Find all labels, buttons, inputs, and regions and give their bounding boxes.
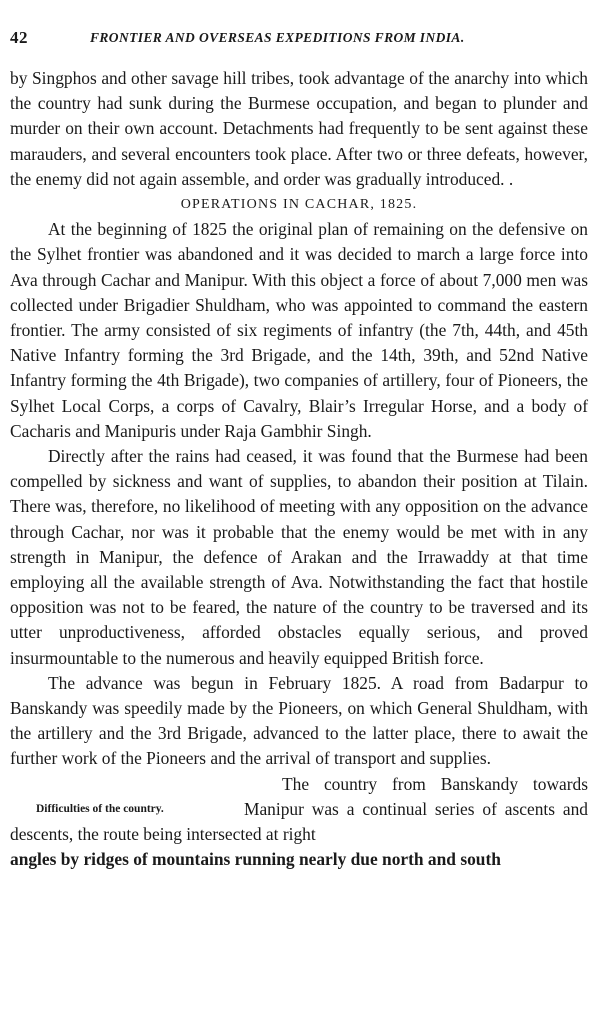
paragraph-force-composition: At the beginning of 1825 the original plan of remaining on the defensive on the Sylhet frontier was abandoned and it was decided to march a large force into Ava through Cachar and Manipur. With this object a force of about 7,000 men was collected under Brigadier Shuldham, who was appointed to command the eastern frontier. The army consisted of six regiments of infantry (the 7th, 44th, and 45th Native Infantry forming the 3rd Brigade, and the 14th, 39th, and 52nd Native Infantry forming the 4th Brigade), two companies of artillery, four of Pioneers, the Sylhet Local Corps, a corps of Cavalry, Blair’s Irregular Horse, and a body of Cacharis and Manipuris under Raja Gambhir Singh. — [10, 219, 588, 441]
page-header — [10, 28, 590, 48]
margin-note: Difficulties of the country. — [36, 802, 164, 815]
running-head: FRONTIER AND OVERSEAS EXPEDITIONS FROM INDIA. — [90, 30, 465, 45]
paragraph-singphos: by Singphos and other savage hill tribes, took advantage of the anarchy into which the country had sunk during the Burmese occupation, and began to plunder and murder on their own account. Detachments had frequently to be sent against these marauders, and several encounters took place. After two or three defeats, however, the enemy did not again assemble, and order was gradually introduced. . — [10, 68, 588, 189]
paragraph-country-last-line: angles by ridges of mountains running nearly due north and south — [10, 849, 501, 870]
page-body — [10, 66, 588, 873]
paragraph-burmese-retreat: Directly after the rains had ceased, it was found that the Burmese had been compelled by sickness and want of supplies, to abandon their position at Tilain. There was, therefore, no likelihood of meeting with any opposition on the advance through Cachar, nor was it probable that the enemy would be met with in any strength in Manipur, the defence of Arakan and the Irrawaddy at that time employing all the available strength of Ava. Notwithstanding the fact that hostile opposition was not to be feared, the nature of the country to be traversed and its utter unproductiveness, afforded obstacles equally serious, and proved insurmountable to the numerous and heavily equipped British force. — [10, 446, 588, 668]
section-heading: OPERATIONS IN CACHAR, 1825. — [180, 197, 418, 213]
paragraph-advance-begun: The advance was begun in February 1825. A road from Badarpur to Banskandy was speedily made by the Pioneers, on which General Shuldham, with the artillery and the 3rd Brigade, advanced to the latter place, there to await the further work of the Pioneers and the arrival of transport and supplies. — [10, 672, 588, 769]
book-page — [10, 0, 590, 1025]
paragraph-country-text: The country from Banskandy towards Manipur was a continual series of ascents and descents, the route being intersected at right — [10, 773, 588, 845]
paragraph-country-wrap — [10, 772, 588, 873]
page-number: 42 — [10, 28, 28, 47]
